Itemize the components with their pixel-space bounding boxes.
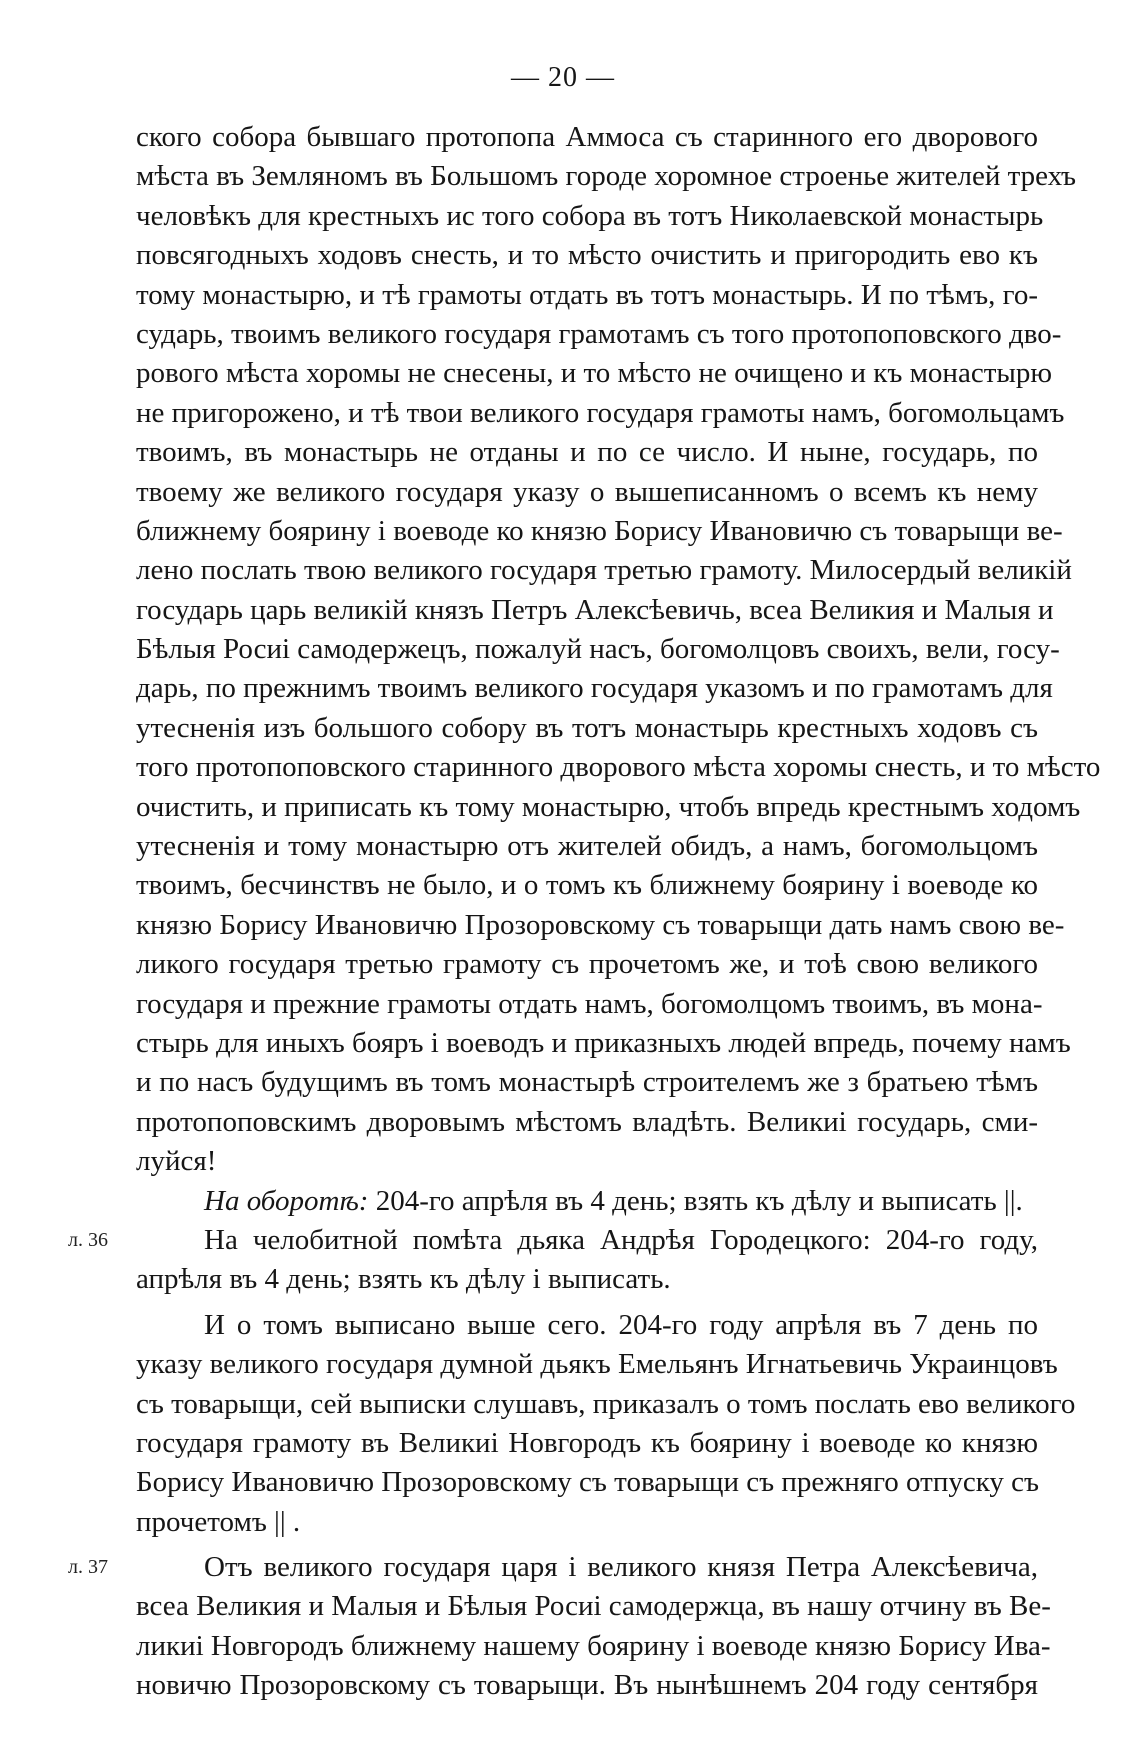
text-line: ликиі Новгородъ ближнему нашему боярину і воеводе князю Борису Ива- <box>136 1629 1051 1662</box>
text-line: не пригорожено, и тѣ твои великого государя грамоты намъ, богомольцамъ <box>136 396 1065 429</box>
text-line: тому монастырю, и тѣ грамоты отдать въ тотъ монастырь. И по тѣмъ, го- <box>136 278 1038 311</box>
text-line: очистить, и приписать къ тому монастырю, чтобъ впредь крестнымъ ходомъ <box>136 790 1081 823</box>
text-line: ликого государя третью грамоту съ прочетомъ же, и тоѣ свою великого <box>136 948 1038 981</box>
text-line: государь царь великій князъ Петръ Алексѣевичь, всеа Великия и Малыя и <box>136 593 1054 626</box>
text-line: съ товарыщи, сей выписки слушавъ, приказалъ о томъ послать ево великого <box>136 1387 1076 1420</box>
text-line: твоему же великого государя указу о вышеписанномъ о всемъ къ нему <box>136 475 1038 508</box>
text-line: новичю Прозоровскому съ товарыщи. Въ нынѣшнемъ 204 году сентября <box>136 1669 1038 1702</box>
text-line: твоимъ, бесчинствъ не было, и о томъ къ ближнему боярину і воеводе ко <box>136 869 1038 902</box>
text-line: стырь для иныхъ бояръ і воеводъ и приказныхъ людей впредь, почему намъ <box>136 1026 1071 1059</box>
text-line: дарь, по прежнимъ твоимъ великого государя указомъ и по грамотамъ для <box>136 672 1053 705</box>
text-line: твоимъ, въ монастырь не отданы и по се число. И ныне, государь, по <box>136 436 1038 469</box>
text-line: указу великого государя думной дьякъ Емельянъ Игнатьевичь Украинцовъ <box>136 1348 1058 1381</box>
italic-label: На оборотѣ: <box>204 1184 369 1217</box>
text-line: человѣкъ для крестныхъ ис того собора въ тотъ Николаевской монастырь <box>136 199 1044 232</box>
text-line: мѣста въ Земляномъ въ Большомъ городе хоромное строенье жителей трехъ <box>136 160 1077 193</box>
text-line: государя и прежние грамоты отдать намъ, богомолцомъ твоимъ, въ мона- <box>136 987 1043 1020</box>
text-line: ближнему боярину і воеводе ко князю Борису Ивановичю съ товарыщи ве- <box>136 514 1063 547</box>
text-line: И о томъ выписано выше сего. 204-го году апрѣля въ 7 день по <box>204 1308 1038 1341</box>
text-line: рового мѣста хоромы не снесены, и то мѣсто не очищено и къ монастырю <box>136 357 1053 390</box>
text-line: протопоповскимъ дворовымъ мѣстомъ владѣть. Великиі государь, сми- <box>136 1105 1038 1138</box>
text-line: утесненія и тому монастырю отъ жителей обидъ, а намъ, богомольцомъ <box>136 830 1038 863</box>
text-line: всеа Великия и Малыя и Бѣлыя Росиі самодержца, въ нашу отчину въ Ве- <box>136 1590 1051 1623</box>
text-line: и по насъ будущимъ въ томъ монастырѣ строителемъ же з братьею тѣмъ <box>136 1066 1038 1099</box>
text-line: Борису Ивановичю Прозоровскому съ товарыщи съ прежняго отпуску съ <box>136 1466 1040 1499</box>
text-line: сударь, твоимъ великого государя грамотамъ съ того протопоповского дво- <box>136 317 1062 350</box>
text-line: лено послать твою великого государя третью грамоту. Милосердый великій <box>136 554 1072 587</box>
text-line: того протопоповского старинного дворового мѣста хоромы снесть, и то мѣсто <box>136 751 1101 784</box>
text-line: На челобитной помѣта дьяка Андрѣя Городецкого: 204-го году, <box>204 1223 1038 1256</box>
text-line: Бѣлыя Росиі самодержецъ, пожалуй насъ, богомолцовъ своихъ, вели, госу- <box>136 633 1060 666</box>
text-line: повсягодныхъ ходовъ снесть, и то мѣсто очистить и пригородить ево къ <box>136 239 1038 272</box>
document-body <box>136 118 1101 1706</box>
margin-folio-note: л. 37 <box>68 1556 108 1578</box>
text-line: Отъ великого государя царя і великого князя Петра Алексѣевича, <box>204 1551 1038 1584</box>
margin-folio-note: л. 36 <box>68 1229 108 1251</box>
text-line: луйся! <box>136 1145 217 1178</box>
text-line <box>136 1182 1038 1221</box>
line-text: 204-го апрѣля въ 4 день; взять къ дѣлу и выписать ||. <box>368 1184 1023 1217</box>
text-line: князю Борису Ивановичю Прозоровскому съ товарыщи дать намъ свою ве- <box>136 908 1065 941</box>
page-number: — 20 — <box>511 62 615 93</box>
text-line: апрѣля въ 4 день; взять къ дѣлу і выписать. <box>136 1263 671 1296</box>
text-line: государя грамоту въ Великиі Новгородъ къ боярину і воеводе ко князю <box>136 1426 1038 1459</box>
text-line: прочетомъ || . <box>136 1505 301 1538</box>
text-line: утесненія изъ большого собору въ тотъ монастырь крестныхъ ходовъ съ <box>136 711 1038 744</box>
text-line: ского собора бывшаго протопопа Аммоса съ старинного его дворового <box>136 121 1038 153</box>
